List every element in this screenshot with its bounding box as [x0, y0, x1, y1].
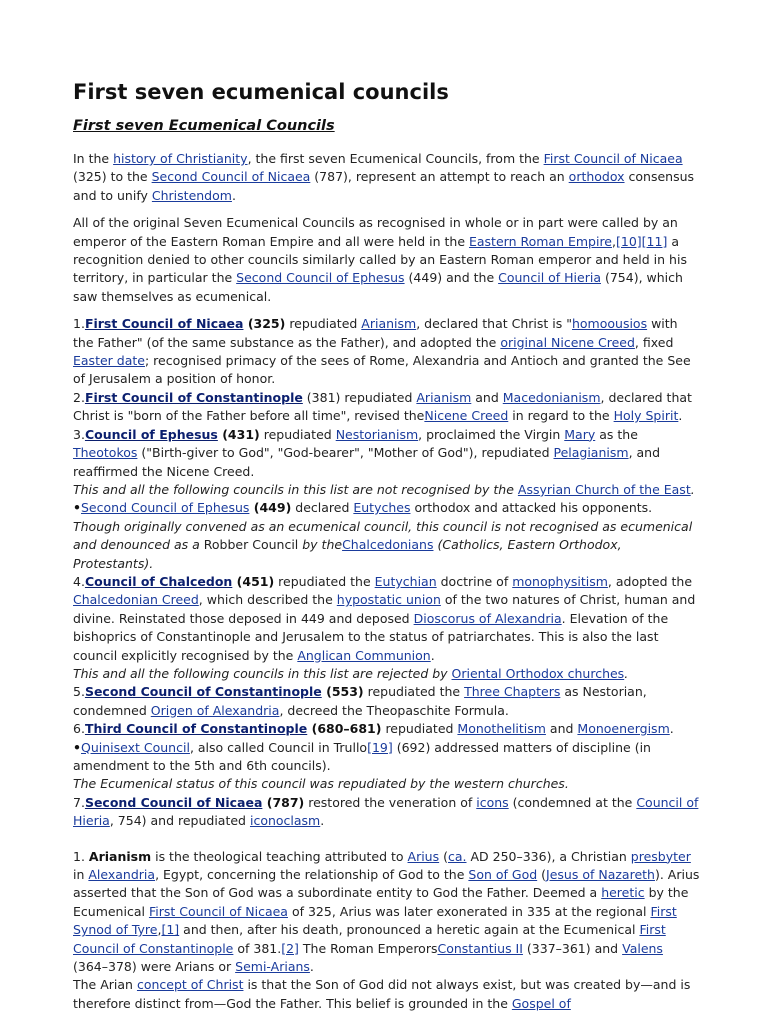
council-3-note: This and all the following councils in this list are not recognised by the Assyrian Church of the East. [73, 481, 695, 497]
link-council-5-name[interactable]: Second Council of Constantinople [84, 684, 322, 700]
link-circa[interactable]: ca. [447, 848, 467, 864]
link-constantius-ii[interactable]: Constantius II [437, 940, 523, 956]
link-council-3-name[interactable]: Council of Ephesus [84, 426, 218, 442]
citation-19[interactable]: [19] [367, 739, 393, 755]
council-item-4: 4.Council of Chalcedon (451) repudiated the Eutychian doctrine of monophysitism, adopted the Chalcedonian Creed, which described the hypostatic union of the two natures of Christ, human and divine. Reinstated those deposed in 449 and deposed Dioscorus of Alexandria. Elevation of the bishoprics of Constantinople and Jerusalem to the status of patriarchates. This is also the last council explicitly recognised by the Anglican Communion. [73, 573, 696, 663]
citation-11[interactable]: [11] [641, 233, 668, 249]
citation-2[interactable]: [2] [281, 940, 299, 956]
arian-concept-paragraph: The Arian concept of Christ is that the Son of God did not always exist, but was created by—and is therefore distinct from—God the Father. This belief is grounded in the Gospel of [73, 977, 691, 1011]
council-item-2: 2.First Council of Constantinople (381) repudiated Arianism and Macedonianism, declared that Christ is "born of the Father before all time", revised theNicene Creed in regard to the Holy Spirit. [73, 389, 692, 424]
councils-overview-paragraph: All of the original Seven Ecumenical Councils as recognised in whole or in part were called by an emperor of the Eastern Roman Empire and all were held in the Eastern Roman Empire,[10][11] a recognition denied to other councils similarly called by an Eastern Roman emperor and held in his territory, in particular the Second Council of Ephesus (449) and the Council of Hieria (754), which saw themselves as ecumenical. [73, 215, 687, 304]
link-concept-of-christ[interactable]: concept of Christ [136, 977, 244, 993]
link-heretic[interactable]: heretic [601, 885, 645, 901]
link-christendom[interactable]: Christendom [151, 187, 232, 203]
page-title: First seven ecumenical councils [73, 80, 449, 104]
link-gospel-of[interactable]: Gospel of [511, 995, 571, 1011]
council-item-5: 5.Second Council of Constantinople (553) repudiated the Three Chapters as Nestorian, condemned Origen of Alexandria, decreed the Theopaschite Formula. [73, 684, 647, 718]
link-council-of-hieria[interactable]: Council of Hieria [498, 270, 601, 286]
link-first-synod-of-tyre[interactable]: First Synod of Tyre [73, 903, 677, 938]
council-item-6: 6.Third Council of Constantinople (680–681) repudiated Monothelitism and Monoenergism. [73, 721, 674, 737]
council-4-note: This and all the following councils in this list are rejected by Oriental Orthodox churches. [73, 665, 629, 681]
link-second-council-of-nicaea[interactable]: Second Council of Nicaea [151, 169, 311, 185]
link-arius[interactable]: Arius [407, 848, 440, 864]
link-iconoclasm[interactable]: iconoclasm [249, 813, 321, 829]
link-oriental-orthodox[interactable]: Oriental Orthodox churches [451, 665, 625, 681]
link-arianism[interactable]: Arianism [361, 316, 417, 332]
link-anglican-communion[interactable]: Anglican Communion [297, 647, 431, 663]
link-valens[interactable]: Valens [622, 940, 663, 956]
link-eastern-roman-empire[interactable]: Eastern Roman Empire [468, 233, 613, 249]
council-item-1: 1.First Council of Nicaea (325) repudiated Arianism, declared that Christ is "homoousios with the Father" (of the same substance as the Father), and adopted the original Nicene Creed, fixed Easter date; recognised primacy of the sees of Rome, Alexandria and Antioch and granted the See of Jerusalem a position of honor. [73, 316, 691, 387]
link-macedonianism[interactable]: Macedonianism [502, 389, 601, 405]
link-first-council-of-nicaea-2[interactable]: First Council of Nicaea [148, 903, 288, 919]
link-history-of-christianity[interactable]: history of Christianity [113, 151, 248, 166]
council-item-3: 3.Council of Ephesus (431) repudiated Nestorianism, proclaimed the Virgin Mary as the Theotokos ("Birth-giver to God", "God-bearer", "Mother of God"), repudiated Pelagianism, and reaffirmed the Nicene Creed. [73, 426, 661, 479]
link-alexandria[interactable]: Alexandria [88, 867, 156, 883]
link-council-of-hieria-2[interactable]: Council of Hieria [73, 794, 699, 829]
citation-10[interactable]: [10] [616, 233, 642, 249]
link-presbyter[interactable]: presbyter [630, 848, 691, 864]
citation-1[interactable]: [1] [161, 922, 180, 938]
link-origen[interactable]: Origen of Alexandria [150, 702, 280, 718]
intro-paragraph: In the history of Christianity, the first seven Ecumenical Councils, from the First Council of Nicaea (325) to the Second Council of Nicaea (787), represent an attempt to reach an orthodox consensus and to unify Christendom. [73, 151, 695, 203]
link-holy-spirit[interactable]: Holy Spirit [613, 408, 679, 424]
council-item-7: 7.Second Council of Nicaea (787) restored the veneration of icons (condemned at the Council of Hieria, 754) and repudiated iconoclasm. [73, 794, 699, 829]
link-jesus-of-nazareth[interactable]: Jesus of Nazareth [546, 867, 655, 883]
section-subtitle: First seven Ecumenical Councils [73, 118, 335, 134]
link-monoenergism[interactable]: Monoenergism [577, 721, 670, 737]
link-monophysitism[interactable]: monophysitism [512, 573, 608, 589]
link-second-council-of-ephesus[interactable]: Second Council of Ephesus [236, 270, 405, 286]
link-first-council-of-nicaea[interactable]: First Council of Nicaea [543, 151, 683, 166]
link-eutyches[interactable]: Eutyches [353, 500, 411, 516]
arianism-paragraph: 1. Arianism is the theological teaching attributed to Arius (ca. AD 250–336), a Christian presbyter in Alexandria, Egypt, concerning the relationship of God to the Son of God (Jesus of Nazareth). Arius asserted that the Son of God was a subordinate entity to God the Father. Deemed a heretic by the Ecumenical First Council of Nicaea of 325, Arius was later exonerated in 335 at the regional First Synod of Tyre,[1] and then, after his death, pronounced a heretic again at the Ecumenical First Council of Constantinople of 381.[2] The Roman EmperorsConstantius II (337–361) and Valens (364–378) were Arians or Semi-Arians. [73, 848, 700, 975]
link-icons[interactable]: icons [476, 794, 509, 810]
council-item-robber: •Second Council of Ephesus (449) declared Eutyches orthodox and attacked his opponents. [73, 500, 653, 516]
link-semi-arians[interactable]: Semi-Arians [235, 959, 310, 975]
link-orthodox[interactable]: orthodox [568, 169, 625, 185]
robber-council-note: Though originally convened as an ecumenical council, this council is not recognised as ecumenical and denounced as a Robber Council by theChalcedonians (Catholics, Eastern Orthodox, Protestants). [73, 518, 693, 571]
link-council-6-name[interactable]: Third Council of Constantinople [84, 721, 308, 737]
link-monothelitism[interactable]: Monothelitism [457, 721, 546, 737]
document-page [73, 78, 701, 1013]
link-assyrian-church[interactable]: Assyrian Church of the East [517, 481, 691, 497]
link-quinisext-council[interactable]: Quinisext Council [81, 739, 190, 755]
link-council-2-name[interactable]: First Council of Constantinople [84, 389, 303, 405]
link-council-1-name[interactable]: First Council of Nicaea [84, 316, 244, 332]
section-spacer [73, 831, 701, 848]
link-hypostatic-union[interactable]: hypostatic union [336, 592, 441, 608]
link-theotokos[interactable]: Theotokos [73, 445, 138, 461]
link-robber-council-name[interactable]: Second Council of Ephesus [81, 500, 250, 516]
link-council-4-name[interactable]: Council of Chalcedon [84, 573, 233, 589]
quinisext-note: The Ecumenical status of this council was repudiated by the western churches. [73, 776, 569, 792]
link-original-nicene-creed[interactable]: original Nicene Creed [500, 334, 635, 350]
link-easter-date[interactable]: Easter date [73, 353, 145, 369]
council-item-quinisext: •Quinisext Council, also called Council in Trullo[19] (692) addressed matters of discipline (in amendment to the 5th and 6th councils). [73, 739, 651, 773]
link-first-council-of-constantinople-2[interactable]: First Council of Constantinople [73, 922, 666, 956]
link-dioscorus[interactable]: Dioscorus of Alexandria [413, 610, 562, 626]
link-son-of-god[interactable]: Son of God [468, 867, 538, 883]
link-arianism-2[interactable]: Arianism [416, 389, 472, 405]
link-nestorianism[interactable]: Nestorianism [335, 426, 419, 442]
link-homoousios[interactable]: homoousios [571, 316, 648, 332]
link-pelagianism[interactable]: Pelagianism [553, 445, 629, 461]
link-mary[interactable]: Mary [564, 426, 596, 442]
link-council-7-name[interactable]: Second Council of Nicaea [84, 794, 263, 810]
link-three-chapters[interactable]: Three Chapters [464, 684, 561, 700]
link-eutychian[interactable]: Eutychian [374, 573, 437, 589]
link-nicene-creed[interactable]: Nicene Creed [424, 408, 509, 424]
link-chalcedonian-creed[interactable]: Chalcedonian Creed [73, 592, 199, 608]
link-chalcedonians[interactable]: Chalcedonians [342, 537, 434, 553]
